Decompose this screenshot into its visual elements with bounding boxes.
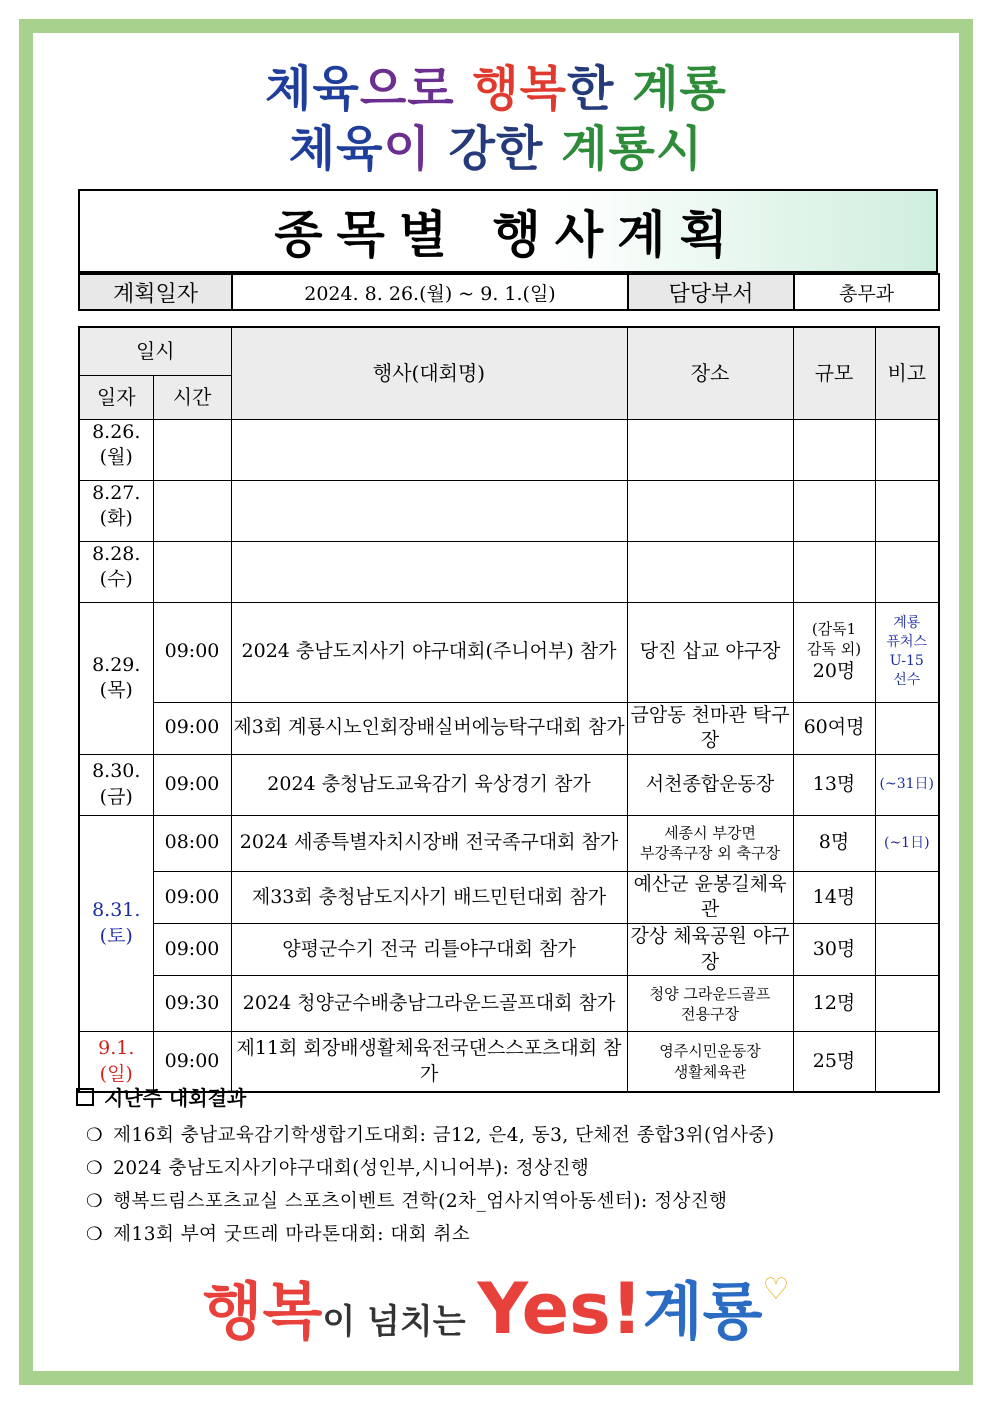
- place-cell: 예산군 윤봉길체육관: [627, 871, 793, 923]
- table-row: [79, 754, 939, 815]
- results-list: [76, 1119, 936, 1251]
- event-cell: 2024 충남도지사기 야구대회(주니어부) 참가: [231, 602, 627, 702]
- header-note: 비고: [875, 327, 939, 419]
- event-cell: 양평군수기 전국 리틀야구대회 참가: [231, 924, 627, 976]
- slogan-line-1: 체육으로 행복한 계룡: [265, 61, 727, 117]
- place-cell: 청양 그라운드골프 전용구장: [627, 976, 793, 1032]
- note-cell: [875, 702, 939, 754]
- scale-cell: 12명: [793, 976, 875, 1032]
- list-item: ❍ 제13회 부여 굿뜨레 마라톤대회: 대회 취소: [86, 1224, 471, 1245]
- schedule-table: [78, 326, 940, 1093]
- event-cell: 제33회 충청남도지사기 배드민턴대회 참가: [231, 871, 627, 923]
- table-row: [79, 871, 939, 923]
- time-cell: 09:00: [153, 602, 231, 702]
- note-cell: (~1日): [875, 815, 939, 871]
- place-cell: 금암동 천마관 탁구장: [627, 702, 793, 754]
- dept-value: 총무과: [794, 274, 939, 310]
- time-cell: 09:00: [153, 1032, 231, 1092]
- scale-cell: 14명: [793, 871, 875, 923]
- results-title: 지난주 대회결과: [76, 1082, 936, 1111]
- circle-bullet-icon: ❍: [86, 1125, 104, 1146]
- plan-date-value: 2024. 8. 26.(월) ~ 9. 1.(일): [232, 274, 628, 310]
- table-row: [79, 702, 939, 754]
- day-cell: 8.31. (토): [79, 815, 153, 1032]
- slogan-line-2: 체육이 강한 계룡시: [288, 121, 704, 177]
- note-cell: [875, 924, 939, 976]
- header-scale: 규모: [793, 327, 875, 419]
- header-place: 장소: [627, 327, 793, 419]
- table-row: [79, 480, 939, 541]
- day-cell: 8.29. (목): [79, 602, 153, 754]
- event-cell: 2024 충청남도교육감기 육상경기 참가: [231, 754, 627, 815]
- document-title: 종목별 행사계획: [274, 206, 742, 264]
- document-title-box: [78, 189, 938, 273]
- scale-cell: 8명: [793, 815, 875, 871]
- event-cell: 2024 청양군수배충남그라운드골프대회 참가: [231, 976, 627, 1032]
- note-cell: (~31日): [875, 754, 939, 815]
- scale-cell: (감독1 감독 외) 20명: [793, 602, 875, 702]
- table-row: [79, 602, 939, 702]
- place-cell: 서천종합운동장: [627, 754, 793, 815]
- time-cell: 09:00: [153, 702, 231, 754]
- table-row: [79, 541, 939, 602]
- scale-cell: 25명: [793, 1032, 875, 1092]
- circle-bullet-icon: ❍: [86, 1158, 104, 1179]
- table-row: [79, 419, 939, 480]
- table-row: [79, 976, 939, 1032]
- time-cell: 08:00: [153, 815, 231, 871]
- time-cell: 09:00: [153, 871, 231, 923]
- place-cell: 당진 삽교 야구장: [627, 602, 793, 702]
- footer-slogan-logo: 행복이 넘치는 Yes!계룡♡: [202, 1268, 790, 1350]
- table-row: [79, 924, 939, 976]
- place-cell: 강상 체육공원 야구장: [627, 924, 793, 976]
- time-cell: 09:30: [153, 976, 231, 1032]
- header-time: 시간: [153, 375, 231, 419]
- event-cell: 2024 세종특별자치시장배 전국족구대회 참가: [231, 815, 627, 871]
- scale-cell: 13명: [793, 754, 875, 815]
- note-cell: [875, 871, 939, 923]
- scale-cell: 30명: [793, 924, 875, 976]
- dept-label: 담당부서: [628, 274, 794, 310]
- time-cell: 09:00: [153, 754, 231, 815]
- list-item: ❍ 제16회 충남교육감기학생합기도대회: 금12, 은4, 동3, 단체전 종합3위(엄사중): [86, 1125, 775, 1146]
- place-cell: 영주시민운동장 생활체육관: [627, 1032, 793, 1092]
- plan-date-label: 계획일자: [79, 274, 232, 310]
- plan-info-table: [78, 273, 940, 311]
- day-cell: 8.28. (수): [79, 541, 153, 602]
- header-event: 행사(대회명): [231, 327, 627, 419]
- checkbox-square-icon: [76, 1088, 94, 1106]
- place-cell: 세종시 부강면 부강족구장 외 축구장: [627, 815, 793, 871]
- day-cell: 9.1. (일): [79, 1032, 153, 1092]
- scale-cell: 60여명: [793, 702, 875, 754]
- event-cell: 제3회 계룡시노인회장배실버에능탁구대회 참가: [231, 702, 627, 754]
- header-date: 일자: [79, 375, 153, 419]
- note-cell: 계룡 퓨처스 U-15 선수: [875, 602, 939, 702]
- day-cell: 8.27. (화): [79, 480, 153, 541]
- circle-bullet-icon: ❍: [86, 1191, 104, 1212]
- day-cell: 8.30. (금): [79, 754, 153, 815]
- table-row: [79, 815, 939, 871]
- day-cell: 8.26. (월): [79, 419, 153, 480]
- event-cell: 제11회 회장배생활체육전국댄스스포츠대회 참가: [231, 1032, 627, 1092]
- note-cell: [875, 976, 939, 1032]
- list-item: ❍ 행복드림스포츠교실 스포츠이벤트 견학(2차_엄사지역아동센터): 정상진행: [86, 1191, 728, 1212]
- heart-icon: ♡: [762, 1272, 790, 1307]
- list-item: ❍ 2024 충남도지사기야구대회(성인부,시니어부): 정상진행: [86, 1158, 590, 1179]
- header-datetime: 일시: [79, 327, 231, 375]
- circle-bullet-icon: ❍: [86, 1224, 104, 1245]
- time-cell: 09:00: [153, 924, 231, 976]
- last-week-results: [76, 1082, 936, 1251]
